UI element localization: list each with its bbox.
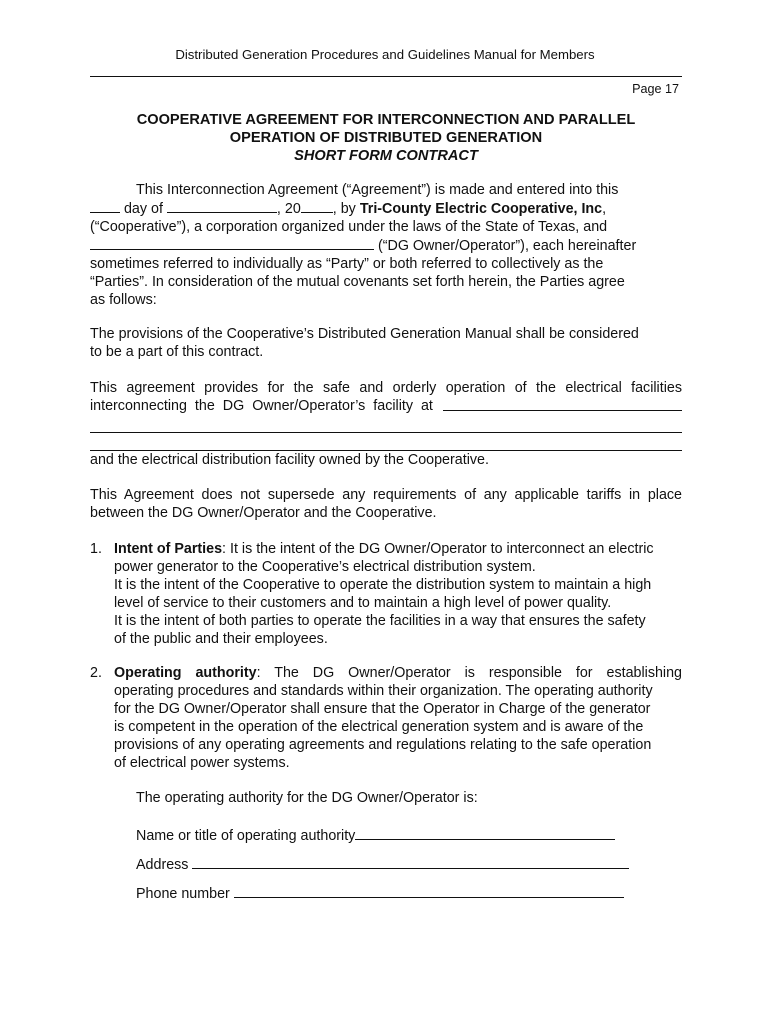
section-1-line-6: of the public and their employees.	[114, 631, 328, 647]
section-1-line-1-text: : It is the intent of the DG Owner/Operator to interconnect an electric	[222, 541, 654, 557]
address-label: Address	[136, 857, 189, 873]
facility-at-text: interconnecting the DG Owner/Operator’s facility at	[90, 398, 433, 414]
section-1-heading: Intent of Parties	[114, 541, 223, 557]
facility-line-1: This agreement provides for the safe and orderly operation of the electrical facilities	[90, 380, 682, 396]
section-1-line-1	[114, 540, 682, 558]
address-row	[136, 855, 629, 873]
title-line-3: SHORT FORM CONTRACT	[294, 148, 478, 164]
section-2-line-1	[114, 664, 682, 682]
operating-authority-name-row	[136, 826, 615, 844]
section-2-number: 2.	[90, 665, 102, 681]
provisions-line-1: The provisions of the Cooperative’s Distributed Generation Manual shall be considered	[90, 326, 639, 342]
page-number: Page 17	[632, 82, 679, 96]
section-operating-authority	[90, 664, 682, 772]
month-blank[interactable]	[167, 199, 277, 213]
address-field[interactable]	[192, 855, 629, 869]
section-2-line-3: for the DG Owner/Operator shall ensure that the Operator in Charge of the generator	[114, 701, 651, 717]
operating-authority-intro: The operating authority for the DG Owner/Operator is:	[136, 790, 478, 806]
intro-year-prefix: , 20	[276, 201, 301, 217]
phone-row	[136, 884, 624, 902]
facility-address-blank-1[interactable]	[443, 397, 682, 411]
intro-line-6: “Parties”. In consideration of the mutual covenants set forth herein, the Parties agree	[90, 274, 625, 290]
facility-line-5: and the electrical distribution facility owned by the Cooperative.	[90, 452, 489, 468]
intro-line-2	[90, 199, 682, 218]
intro-paragraph	[90, 181, 682, 309]
tariffs-line-1: This Agreement does not supersede any requirements of any applicable tariffs in place	[90, 487, 682, 503]
dg-owner-blank[interactable]	[90, 236, 374, 250]
day-blank[interactable]	[90, 199, 120, 213]
section-1-number: 1.	[90, 541, 102, 557]
intro-comma: ,	[602, 201, 607, 217]
header-rule	[90, 76, 682, 77]
intro-line-4	[90, 236, 682, 255]
intro-by: , by	[332, 201, 356, 217]
section-1-line-5: It is the intent of both parties to operate the facilities in a way that ensures the safety	[114, 613, 646, 629]
provisions-paragraph	[90, 325, 682, 361]
document-title	[90, 111, 682, 165]
year-blank[interactable]	[301, 199, 333, 213]
tariffs-line-2: between the DG Owner/Operator and the Cooperative.	[90, 505, 437, 521]
section-2-line-6: of electrical power systems.	[114, 755, 290, 771]
facility-line-2	[90, 397, 682, 415]
section-1-line-4: level of service to their customers and to maintain a high level of power quality.	[114, 595, 612, 611]
facility-address-blank-2[interactable]	[90, 415, 682, 433]
section-2-line-4: is competent in the operation of the electrical generation system and is aware of the	[114, 719, 644, 735]
intro-dg-owner-text: (“DG Owner/Operator”), each hereinafter	[377, 238, 637, 254]
operating-authority-name-label: Name or title of operating authority	[136, 828, 356, 844]
intro-day-of: day of	[123, 201, 163, 217]
intro-line-3: (“Cooperative”), a corporation organized under the laws of the State of Texas, and	[90, 219, 608, 235]
section-2-line-1-text: : The DG Owner/Operator is responsible for establishing	[256, 665, 683, 681]
section-2-line-2: operating procedures and standards within their organization. The operating authority	[114, 683, 653, 699]
intro-line-5: sometimes referred to individually as “Party” or both referred to collectively as the	[90, 256, 604, 272]
provisions-line-2: to be a part of this contract.	[90, 344, 264, 360]
intro-line-1: This Interconnection Agreement (“Agreement”) is made and entered into this	[136, 182, 619, 198]
operating-authority-name-field[interactable]	[355, 826, 615, 840]
section-intent-of-parties	[90, 540, 682, 648]
facility-address-blank-3[interactable]	[90, 433, 682, 451]
facility-paragraph	[90, 379, 682, 469]
section-2-heading: Operating authority	[114, 665, 257, 681]
section-1-line-2: power generator to the Cooperative’s electrical distribution system.	[114, 559, 536, 575]
title-line-1: COOPERATIVE AGREEMENT FOR INTERCONNECTION AND PARALLEL	[136, 112, 636, 128]
cooperative-name: Tri-County Electric Cooperative, Inc	[359, 201, 603, 217]
intro-line-7: as follows:	[90, 292, 157, 308]
section-1-line-3: It is the intent of the Cooperative to operate the distribution system to maintain a high	[114, 577, 652, 593]
running-header: Distributed Generation Procedures and Guidelines Manual for Members	[175, 47, 595, 62]
tariffs-paragraph	[90, 486, 682, 522]
title-line-2: OPERATION OF DISTRIBUTED GENERATION	[229, 130, 543, 146]
phone-field[interactable]	[234, 884, 624, 898]
phone-label: Phone number	[136, 886, 230, 902]
section-2-line-5: provisions of any operating agreements and regulations relating to the safe operation	[114, 737, 652, 753]
